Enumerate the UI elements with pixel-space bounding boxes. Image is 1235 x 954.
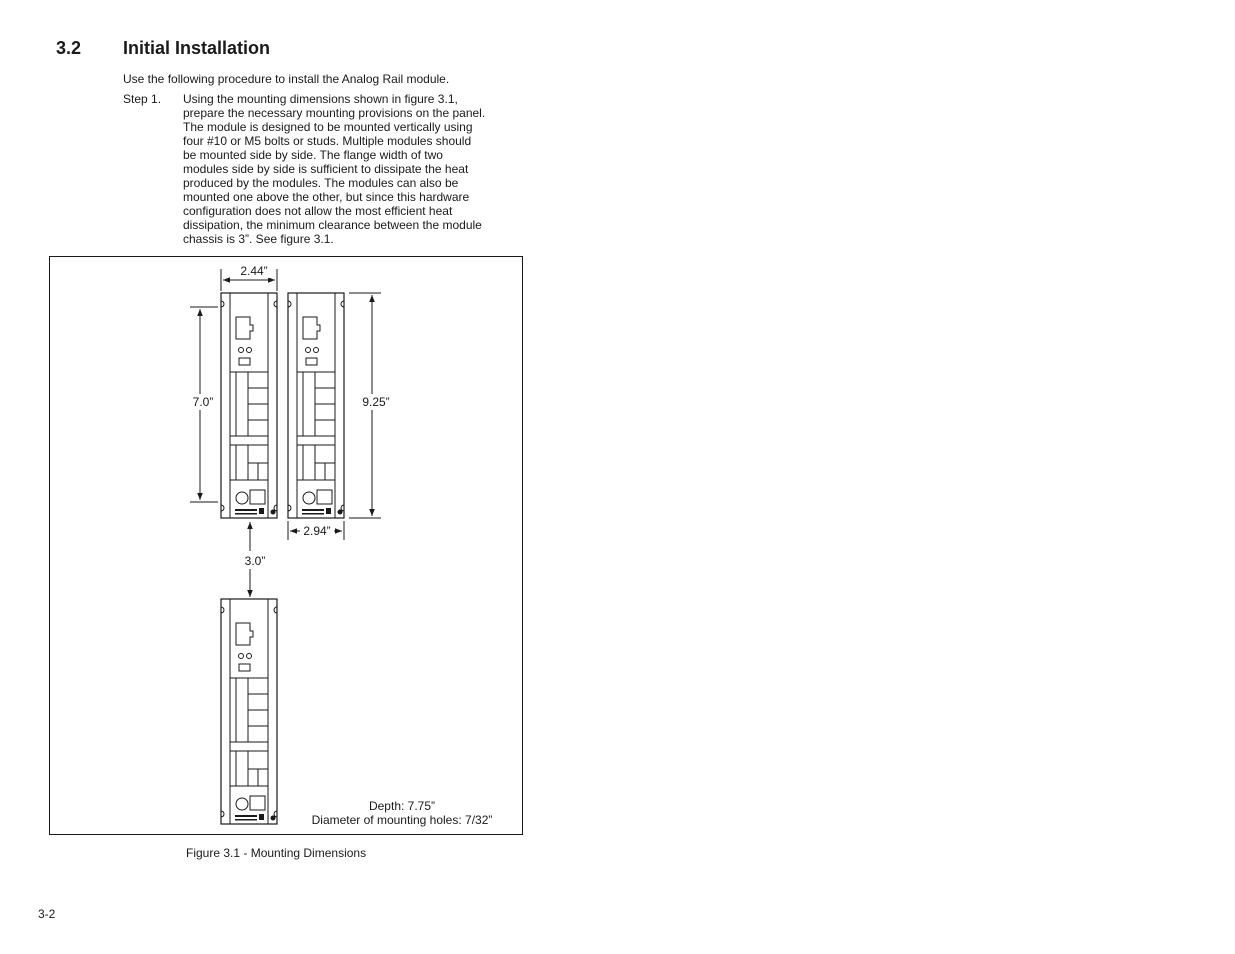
- dim-height-inner-label: 7.0”: [192, 395, 214, 409]
- step-line: dissipation, the minimum clearance between the module: [183, 218, 482, 232]
- step-line: mounted one above the other, but since this hardware: [183, 190, 470, 204]
- step-line: chassis is 3”. See figure 3.1.: [183, 232, 334, 246]
- module-top-right: [288, 293, 344, 518]
- intro-paragraph: Use the following procedure to install the Analog Rail module.: [123, 72, 450, 86]
- step-line: produced by the modules. The modules can also be: [183, 176, 459, 190]
- figure-caption: Figure 3.1 - Mounting Dimensions: [186, 846, 367, 860]
- depth-note: Depth: 7.75”: [368, 799, 436, 813]
- dim-clearance-label: 3.0”: [244, 554, 266, 568]
- section-number: 3.2: [56, 38, 82, 58]
- module-bottom: [221, 599, 277, 824]
- section-title: Initial Installation: [123, 38, 271, 58]
- dim-flange-label: 2.94”: [303, 524, 331, 538]
- holes-note: Diameter of mounting holes: 7/32”: [311, 813, 493, 827]
- step-line: four #10 or M5 bolts or studs. Multiple modules should: [183, 134, 472, 148]
- dim-height-outer-label: 9.25”: [362, 395, 390, 409]
- step-line: modules side by side is sufficient to dissipate the heat: [183, 162, 469, 176]
- step-line: The module is designed to be mounted vertically using: [183, 120, 473, 134]
- dim-width-label: 2.44”: [240, 264, 268, 278]
- module-top-left: [221, 293, 277, 518]
- step-text: [183, 92, 513, 246]
- mounting-figure: [49, 256, 523, 835]
- step-line: Using the mounting dimensions shown in figure 3.1,: [183, 92, 458, 106]
- mounting-diagram: [50, 257, 522, 834]
- step-line: configuration does not allow the most efficient heat: [183, 204, 453, 218]
- step-label: Step 1.: [123, 92, 162, 106]
- step-line: prepare the necessary mounting provisions on the panel.: [183, 106, 486, 120]
- step-line: be mounted side by side. The flange width of two: [183, 148, 443, 162]
- page-number: 3-2: [38, 907, 56, 921]
